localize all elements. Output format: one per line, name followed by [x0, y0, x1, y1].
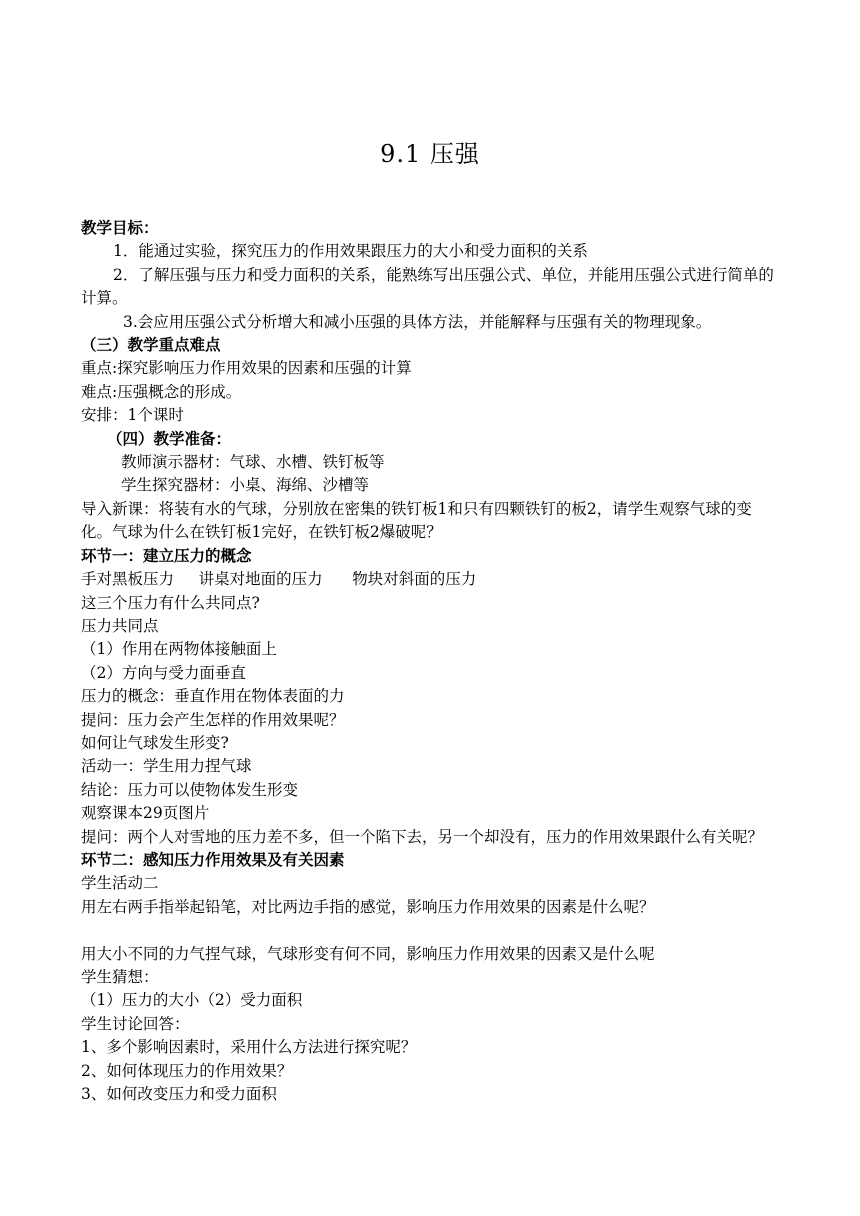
text-line: 2、如何体现压力的作用效果？	[81, 1061, 293, 1080]
text-line: 如何让气球发生形变?	[81, 733, 229, 752]
text-line: 1、多个影响因素时，采用什么方法进行探究呢？	[81, 1038, 417, 1057]
text-line: （1）压力的大小（2）受力面积	[81, 991, 303, 1010]
section-heading: 教学目标：	[81, 219, 159, 237]
document-title: 9.1 压强	[380, 140, 480, 168]
section-heading: 环节一：建立压力的概念	[81, 546, 252, 565]
text-line: 重点:探究影响压力作用效果的因素和压强的计算	[81, 359, 412, 378]
text-line: 提问：压力会产生怎样的作用效果呢？	[81, 710, 345, 729]
text-line: （2）方向与受力面垂直	[81, 663, 246, 682]
text-line: 学生探究器材：小桌、海绵、沙槽等	[121, 476, 370, 495]
section-heading: （三）教学重点难点	[81, 336, 221, 355]
text-line: 活动一：学生用力捏气球	[81, 757, 252, 776]
text-line: 3、如何改变压力和受力面积	[81, 1085, 277, 1104]
text-line: 观察课本29页图片	[81, 804, 210, 823]
section-heading: 环节二：感知压力作用效果及有关因素	[81, 850, 345, 869]
blank-line	[81, 919, 781, 942]
text-line: 压力的概念：垂直作用在物体表面的力	[81, 687, 345, 706]
text-line: 学生活动二	[81, 874, 159, 893]
text-line: （1）作用在两物体接触面上	[81, 640, 277, 659]
text-line: 这三个压力有什么共同点?	[81, 593, 260, 612]
text-line: 用大小不同的力气捏气球，气球形变有何不同，影响压力作用效果的因素又是什么呢	[81, 944, 655, 963]
text-line: 结论：压力可以使物体发生形变	[81, 780, 299, 799]
text-line: 教师演示器材：气球、水槽、铁钉板等	[121, 453, 385, 472]
text-line: 2．了解压强与压力和受力面积的关系，能熟练写出压强公式、单位，并能用压强公式进行简单的计算。	[81, 265, 774, 308]
text-line: 导入新课：将装有水的气球，分别放在密集的铁钉板1和只有四颗铁钉的板2，请学生观察气球的变化。气球为什么在铁钉板1完好，在铁钉板2爆破呢？	[81, 499, 752, 542]
text-line: 安排：1个课时	[81, 406, 184, 425]
text-line: 学生讨论回答：	[81, 1014, 190, 1033]
text-line: 提问：两个人对雪地的压力差不多，但一个陷下去，另一个却没有，压力的作用效果跟什么有关呢？	[81, 827, 764, 846]
text-line: 学生猜想：	[81, 967, 159, 986]
text-line: 3.会应用压强公式分析增大和减小压强的具体方法，并能解释与压强有关的物理现象。	[123, 312, 712, 331]
text-line: 1．能通过实验，探究压力的作用效果跟压力的大小和受力面积的关系	[113, 242, 588, 261]
document-body	[81, 217, 781, 1106]
text-line: 难点:压强概念的形成。	[81, 382, 242, 401]
text-line: 压力共同点	[81, 616, 159, 635]
text-line: 手对黑板压力 讲桌对地面的压力 物块对斜面的压力	[81, 570, 477, 589]
text-line: 用左右两手指举起铅笔，对比两边手指的感觉，影响压力作用效果的因素是什么呢？	[81, 897, 655, 916]
section-heading: （四）教学准备：	[107, 429, 232, 448]
